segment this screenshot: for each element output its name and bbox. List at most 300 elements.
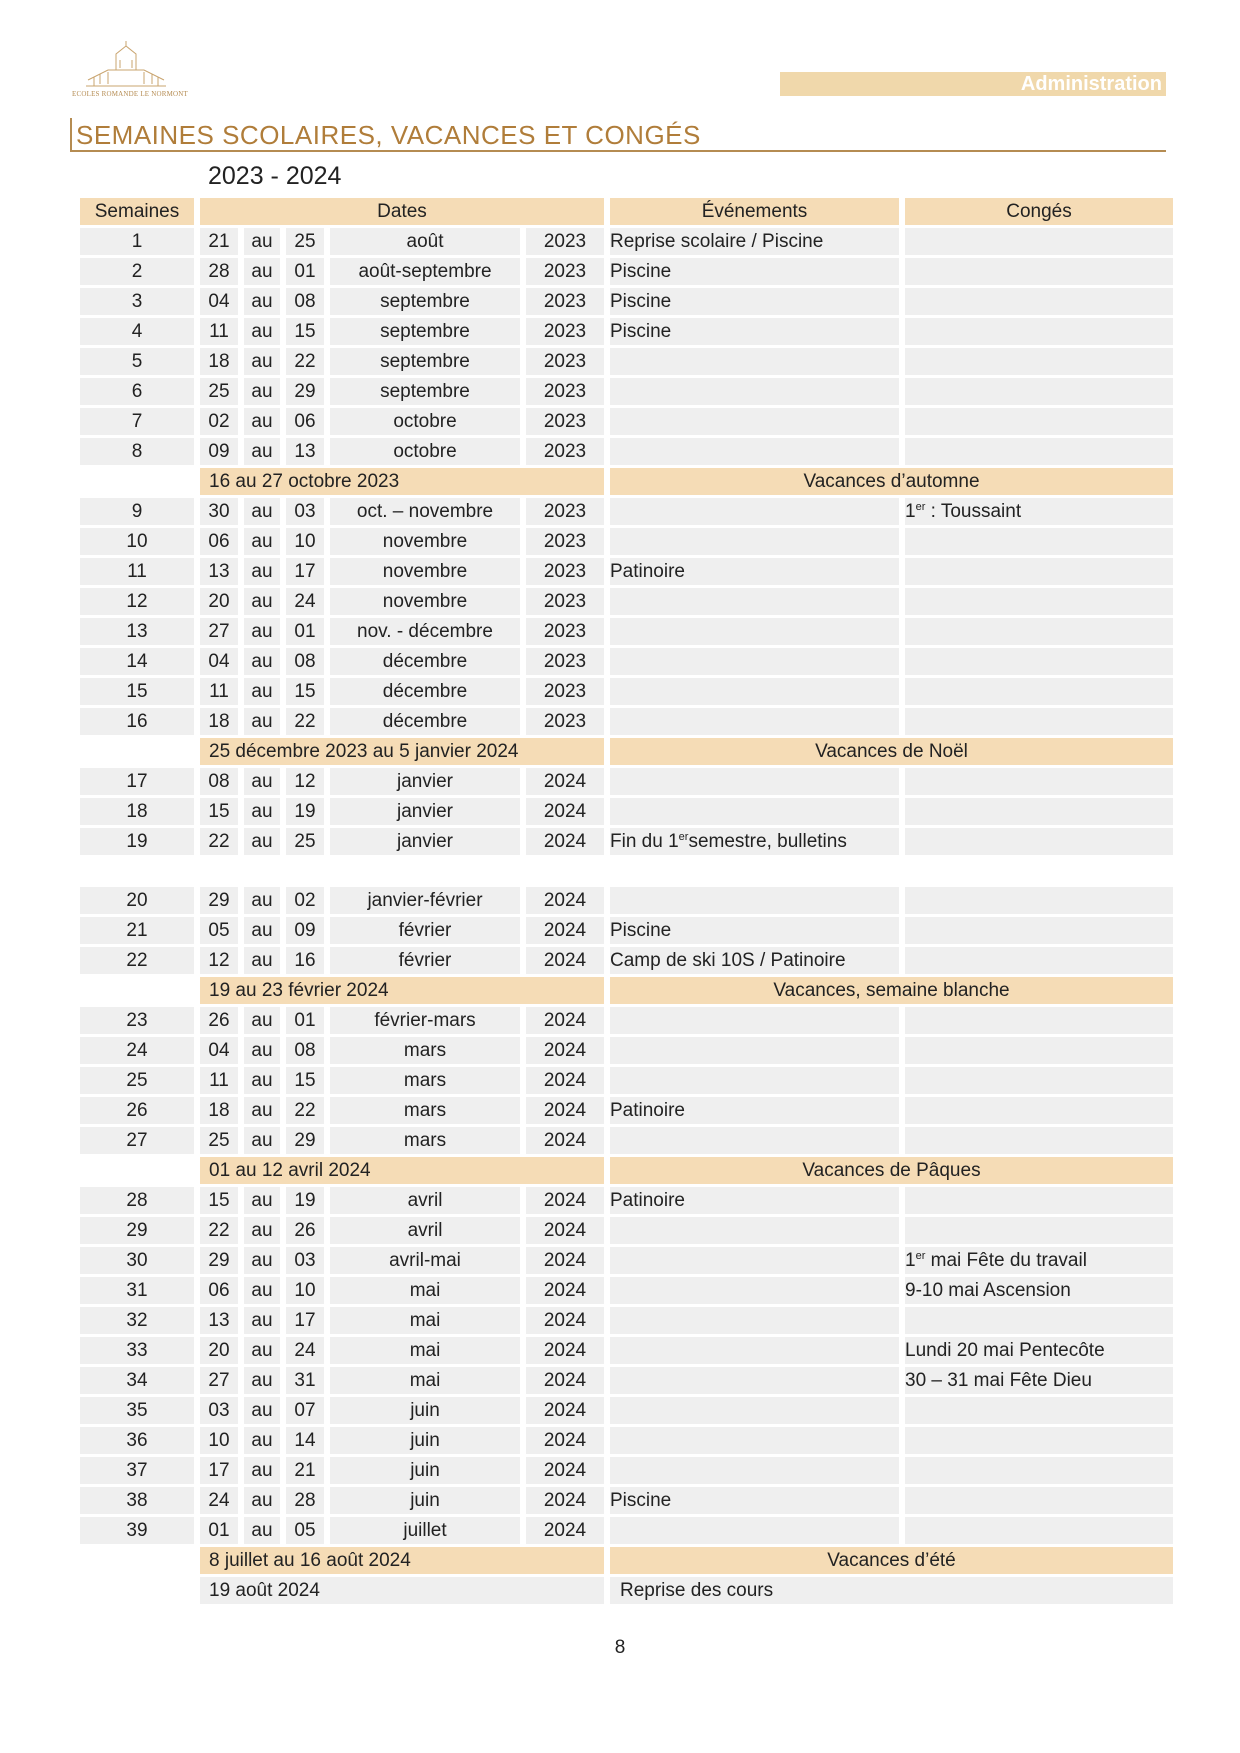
date-from: 28 xyxy=(200,258,238,285)
date-separator: au xyxy=(244,1217,280,1244)
date-month: nov. - décembre xyxy=(330,618,520,645)
leave-cell xyxy=(905,798,1173,825)
leave-cell-text: mai Fête du travail xyxy=(925,1250,1087,1271)
date-year: 2024 xyxy=(526,1397,604,1424)
event-cell xyxy=(610,708,899,735)
event-cell xyxy=(610,1457,899,1484)
date-from: 11 xyxy=(200,318,238,345)
table-row xyxy=(80,408,1173,435)
date-from: 25 xyxy=(200,378,238,405)
date-year: 2024 xyxy=(526,1127,604,1154)
week-number: 38 xyxy=(80,1487,194,1514)
leave-cell: 30 – 31 mai Fête Dieu xyxy=(905,1367,1173,1394)
date-separator: au xyxy=(244,378,280,405)
week-number: 21 xyxy=(80,917,194,944)
week-number: 6 xyxy=(80,378,194,405)
table-body xyxy=(80,228,1173,1604)
date-to: 22 xyxy=(286,1097,324,1124)
date-separator: au xyxy=(244,648,280,675)
date-from: 11 xyxy=(200,678,238,705)
event-cell xyxy=(610,648,899,675)
date-month: mars xyxy=(330,1097,520,1124)
date-separator: au xyxy=(244,798,280,825)
leave-cell xyxy=(905,378,1173,405)
week-number: 18 xyxy=(80,798,194,825)
week-number: 13 xyxy=(80,618,194,645)
date-from: 03 xyxy=(200,1397,238,1424)
leave-cell xyxy=(905,528,1173,555)
school-logo xyxy=(72,38,189,106)
date-month: novembre xyxy=(330,528,520,555)
date-to: 08 xyxy=(286,648,324,675)
table-row xyxy=(80,588,1173,615)
date-to: 06 xyxy=(286,408,324,435)
date-separator: au xyxy=(244,1097,280,1124)
date-year: 2024 xyxy=(526,1187,604,1214)
resume-date: 19 août 2024 xyxy=(200,1577,604,1604)
date-year: 2024 xyxy=(526,1097,604,1124)
week-number: 9 xyxy=(80,498,194,525)
table-row xyxy=(80,1067,1173,1094)
table-row xyxy=(80,1367,1173,1394)
leave-cell xyxy=(905,1487,1173,1514)
date-from: 20 xyxy=(200,1337,238,1364)
date-month: mars xyxy=(330,1127,520,1154)
leave-cell xyxy=(905,1307,1173,1334)
table-row xyxy=(80,1187,1173,1214)
leave-cell xyxy=(905,408,1173,435)
week-number: 14 xyxy=(80,648,194,675)
date-from: 11 xyxy=(200,1067,238,1094)
date-separator: au xyxy=(244,1277,280,1304)
date-month: janvier xyxy=(330,798,520,825)
week-number: 31 xyxy=(80,1277,194,1304)
week-number: 1 xyxy=(80,228,194,255)
event-cell xyxy=(610,1247,899,1274)
week-number: 36 xyxy=(80,1427,194,1454)
date-to: 13 xyxy=(286,438,324,465)
date-year: 2023 xyxy=(526,348,604,375)
week-number: 34 xyxy=(80,1367,194,1394)
date-month: janvier xyxy=(330,828,520,855)
date-year: 2023 xyxy=(526,438,604,465)
date-to: 10 xyxy=(286,528,324,555)
week-number: 2 xyxy=(80,258,194,285)
leave-cell xyxy=(905,917,1173,944)
event-cell xyxy=(610,1217,899,1244)
table-row xyxy=(80,1307,1173,1334)
event-cell xyxy=(610,887,899,914)
col-weeks: Semaines xyxy=(80,198,194,225)
event-cell xyxy=(610,378,899,405)
event-cell xyxy=(610,528,899,555)
date-year: 2024 xyxy=(526,917,604,944)
date-separator: au xyxy=(244,947,280,974)
date-from: 29 xyxy=(200,1247,238,1274)
school-name: ECOLES ROMANDE LE NORMONT xyxy=(72,90,189,98)
event-cell-prefix: Fin du 1 xyxy=(610,831,679,852)
leave-cell xyxy=(905,1037,1173,1064)
table-header xyxy=(80,198,1173,225)
date-separator: au xyxy=(244,528,280,555)
date-month: mars xyxy=(330,1037,520,1064)
table-row xyxy=(80,1427,1173,1454)
table-row xyxy=(80,318,1173,345)
date-year: 2024 xyxy=(526,1427,604,1454)
page-title: SEMAINES SCOLAIRES, VACANCES ET CONGÉS xyxy=(76,120,701,150)
date-from: 05 xyxy=(200,917,238,944)
week-number: 37 xyxy=(80,1457,194,1484)
date-year: 2023 xyxy=(526,618,604,645)
event-cell: Piscine xyxy=(610,917,899,944)
event-cell: Patinoire xyxy=(610,1187,899,1214)
week-number: 23 xyxy=(80,1007,194,1034)
date-to: 15 xyxy=(286,678,324,705)
date-separator: au xyxy=(244,258,280,285)
date-year: 2023 xyxy=(526,378,604,405)
event-cell xyxy=(610,798,899,825)
date-month: juin xyxy=(330,1487,520,1514)
date-year: 2024 xyxy=(526,1367,604,1394)
table-row xyxy=(80,1217,1173,1244)
leave-cell xyxy=(905,648,1173,675)
date-separator: au xyxy=(244,498,280,525)
date-month: juin xyxy=(330,1457,520,1484)
leave-cell xyxy=(905,318,1173,345)
event-cell xyxy=(610,1307,899,1334)
leave-cell xyxy=(905,1187,1173,1214)
date-separator: au xyxy=(244,678,280,705)
date-from: 12 xyxy=(200,947,238,974)
vacation-dates: 25 décembre 2023 au 5 janvier 2024 xyxy=(200,738,604,765)
date-to: 17 xyxy=(286,558,324,585)
week-number: 7 xyxy=(80,408,194,435)
date-from: 27 xyxy=(200,1367,238,1394)
date-month: mars xyxy=(330,1067,520,1094)
date-year: 2023 xyxy=(526,648,604,675)
table-row xyxy=(80,1097,1173,1124)
table-row xyxy=(80,528,1173,555)
leave-cell xyxy=(905,1397,1173,1424)
leave-cell xyxy=(905,1127,1173,1154)
table-row xyxy=(80,348,1173,375)
section-banner xyxy=(780,72,1166,96)
date-separator: au xyxy=(244,228,280,255)
event-cell: Patinoire xyxy=(610,1097,899,1124)
date-to: 03 xyxy=(286,1247,324,1274)
date-from: 25 xyxy=(200,1127,238,1154)
date-month: février-mars xyxy=(330,1007,520,1034)
date-separator: au xyxy=(244,1187,280,1214)
date-to: 08 xyxy=(286,1037,324,1064)
date-to: 17 xyxy=(286,1307,324,1334)
date-separator: au xyxy=(244,1397,280,1424)
week-number: 24 xyxy=(80,1037,194,1064)
date-month: novembre xyxy=(330,588,520,615)
date-to: 29 xyxy=(286,378,324,405)
date-to: 10 xyxy=(286,1277,324,1304)
table-row xyxy=(80,887,1173,914)
col-dates: Dates xyxy=(200,198,604,225)
date-separator: au xyxy=(244,1037,280,1064)
spacer-cell xyxy=(80,1577,194,1604)
table-row xyxy=(80,1397,1173,1424)
date-separator: au xyxy=(244,408,280,435)
leave-cell xyxy=(905,438,1173,465)
date-to: 12 xyxy=(286,768,324,795)
week-number: 22 xyxy=(80,947,194,974)
vacation-dates: 8 juillet au 16 août 2024 xyxy=(200,1547,604,1574)
vacation-dates: 16 au 27 octobre 2023 xyxy=(200,468,604,495)
event-cell xyxy=(610,768,899,795)
event-cell xyxy=(610,1037,899,1064)
date-month: novembre xyxy=(330,558,520,585)
leave-cell xyxy=(905,678,1173,705)
leave-cell xyxy=(905,288,1173,315)
vacation-row xyxy=(80,1547,1173,1574)
date-year: 2024 xyxy=(526,1217,604,1244)
date-to: 19 xyxy=(286,798,324,825)
date-month: décembre xyxy=(330,648,520,675)
date-year: 2024 xyxy=(526,1307,604,1334)
event-cell xyxy=(610,588,899,615)
leave-cell xyxy=(905,618,1173,645)
date-from: 18 xyxy=(200,708,238,735)
table-row xyxy=(80,1457,1173,1484)
table-row xyxy=(80,618,1173,645)
date-from: 29 xyxy=(200,887,238,914)
vacation-name: Vacances d’été xyxy=(610,1547,1173,1574)
col-events: Événements xyxy=(610,198,899,225)
date-from: 26 xyxy=(200,1007,238,1034)
leave-cell xyxy=(905,887,1173,914)
table-row xyxy=(80,288,1173,315)
date-from: 04 xyxy=(200,288,238,315)
leave-cell xyxy=(905,1457,1173,1484)
leave-cell xyxy=(905,828,1173,855)
date-year: 2023 xyxy=(526,558,604,585)
date-to: 16 xyxy=(286,947,324,974)
event-cell xyxy=(610,498,899,525)
date-month: avril xyxy=(330,1217,520,1244)
date-separator: au xyxy=(244,588,280,615)
date-month: août xyxy=(330,228,520,255)
date-year: 2024 xyxy=(526,1277,604,1304)
table-row xyxy=(80,498,1173,525)
date-from: 22 xyxy=(200,828,238,855)
leave-cell: 9-10 mai Ascension xyxy=(905,1277,1173,1304)
vacation-name: Vacances de Noël xyxy=(610,738,1173,765)
date-from: 27 xyxy=(200,618,238,645)
date-separator: au xyxy=(244,288,280,315)
leave-cell xyxy=(905,768,1173,795)
resume-event: Reprise des cours xyxy=(610,1577,1173,1604)
leave-cell-prefix: 1 xyxy=(905,501,916,522)
leave-cell xyxy=(905,258,1173,285)
leave-cell xyxy=(905,588,1173,615)
col-leave: Congés xyxy=(905,198,1173,225)
date-month: juillet xyxy=(330,1517,520,1544)
event-cell xyxy=(610,1427,899,1454)
date-year: 2023 xyxy=(526,528,604,555)
date-from: 04 xyxy=(200,648,238,675)
week-number: 8 xyxy=(80,438,194,465)
date-separator: au xyxy=(244,708,280,735)
event-cell xyxy=(610,678,899,705)
date-to: 21 xyxy=(286,1457,324,1484)
school-year: 2023 - 2024 xyxy=(208,162,342,190)
event-cell xyxy=(610,1397,899,1424)
date-month: octobre xyxy=(330,408,520,435)
date-from: 18 xyxy=(200,348,238,375)
date-separator: au xyxy=(244,348,280,375)
event-cell xyxy=(610,1517,899,1544)
calendar-table xyxy=(74,195,1179,1607)
week-number: 4 xyxy=(80,318,194,345)
date-separator: au xyxy=(244,1127,280,1154)
event-cell-text: semestre, bulletins xyxy=(688,831,847,852)
table-row xyxy=(80,1277,1173,1304)
week-number: 3 xyxy=(80,288,194,315)
table-row xyxy=(80,947,1173,974)
date-to: 25 xyxy=(286,228,324,255)
week-number: 25 xyxy=(80,1067,194,1094)
spacer-cell xyxy=(80,468,194,495)
table-row xyxy=(80,1037,1173,1064)
leave-cell-prefix: 1 xyxy=(905,1250,916,1271)
date-separator: au xyxy=(244,1487,280,1514)
date-year: 2024 xyxy=(526,798,604,825)
date-to: 05 xyxy=(286,1517,324,1544)
vacation-name: Vacances d’automne xyxy=(610,468,1173,495)
table-row xyxy=(80,1337,1173,1364)
date-from: 20 xyxy=(200,588,238,615)
table-row xyxy=(80,258,1173,285)
week-number: 12 xyxy=(80,588,194,615)
week-number: 5 xyxy=(80,348,194,375)
date-from: 13 xyxy=(200,558,238,585)
event-cell: Camp de ski 10S / Patinoire xyxy=(610,947,899,974)
section-label: Administration xyxy=(1020,73,1162,95)
event-cell: Patinoire xyxy=(610,558,899,585)
date-year: 2023 xyxy=(526,228,604,255)
week-number: 39 xyxy=(80,1517,194,1544)
vacation-dates: 01 au 12 avril 2024 xyxy=(200,1157,604,1184)
date-to: 03 xyxy=(286,498,324,525)
leave-cell-text: : Toussaint xyxy=(925,501,1022,522)
date-to: 31 xyxy=(286,1367,324,1394)
vacation-row xyxy=(80,1157,1173,1184)
week-number: 16 xyxy=(80,708,194,735)
date-year: 2023 xyxy=(526,588,604,615)
date-year: 2024 xyxy=(526,1457,604,1484)
date-from: 01 xyxy=(200,1517,238,1544)
table-row xyxy=(80,708,1173,735)
date-separator: au xyxy=(244,1007,280,1034)
date-from: 15 xyxy=(200,798,238,825)
leave-cell xyxy=(905,558,1173,585)
leave-cell xyxy=(905,498,1173,525)
week-number: 28 xyxy=(80,1187,194,1214)
date-to: 15 xyxy=(286,1067,324,1094)
date-year: 2023 xyxy=(526,708,604,735)
date-year: 2023 xyxy=(526,258,604,285)
date-to: 25 xyxy=(286,828,324,855)
date-separator: au xyxy=(244,1247,280,1274)
date-year: 2024 xyxy=(526,887,604,914)
week-number: 35 xyxy=(80,1397,194,1424)
table-row xyxy=(80,378,1173,405)
spacer-cell xyxy=(80,1157,194,1184)
date-from: 13 xyxy=(200,1307,238,1334)
date-month: octobre xyxy=(330,438,520,465)
resume-row xyxy=(80,1577,1173,1604)
date-from: 22 xyxy=(200,1217,238,1244)
date-year: 2024 xyxy=(526,1337,604,1364)
date-from: 30 xyxy=(200,498,238,525)
date-separator: au xyxy=(244,618,280,645)
leave-cell xyxy=(905,1217,1173,1244)
date-from: 17 xyxy=(200,1457,238,1484)
leave-cell xyxy=(905,1247,1173,1274)
vacation-name: Vacances, semaine blanche xyxy=(610,977,1173,1004)
week-number: 33 xyxy=(80,1337,194,1364)
leave-cell xyxy=(905,228,1173,255)
date-separator: au xyxy=(244,558,280,585)
leave-cell xyxy=(905,1067,1173,1094)
date-month: décembre xyxy=(330,678,520,705)
date-separator: au xyxy=(244,768,280,795)
date-year: 2024 xyxy=(526,1517,604,1544)
table-row xyxy=(80,1517,1173,1544)
vacation-row xyxy=(80,977,1173,1004)
table-row xyxy=(80,558,1173,585)
leave-cell xyxy=(905,947,1173,974)
leave-cell xyxy=(905,1517,1173,1544)
event-cell xyxy=(610,828,899,855)
event-cell xyxy=(610,618,899,645)
table-row xyxy=(80,438,1173,465)
date-month: avril-mai xyxy=(330,1247,520,1274)
date-year: 2023 xyxy=(526,288,604,315)
date-separator: au xyxy=(244,1427,280,1454)
event-cell xyxy=(610,438,899,465)
table-row xyxy=(80,917,1173,944)
table-row xyxy=(80,678,1173,705)
date-separator: au xyxy=(244,887,280,914)
leave-cell xyxy=(905,1427,1173,1454)
event-cell: Piscine xyxy=(610,1487,899,1514)
date-separator: au xyxy=(244,1307,280,1334)
date-year: 2024 xyxy=(526,1247,604,1274)
week-number: 19 xyxy=(80,828,194,855)
leave-cell xyxy=(905,708,1173,735)
date-from: 10 xyxy=(200,1427,238,1454)
week-number: 27 xyxy=(80,1127,194,1154)
date-month: mai xyxy=(330,1277,520,1304)
date-month: septembre xyxy=(330,288,520,315)
date-to: 02 xyxy=(286,887,324,914)
date-month: mai xyxy=(330,1337,520,1364)
date-to: 24 xyxy=(286,1337,324,1364)
date-year: 2024 xyxy=(526,828,604,855)
date-month: septembre xyxy=(330,348,520,375)
page-number: 8 xyxy=(614,1637,626,1658)
date-month: janvier-février xyxy=(330,887,520,914)
date-to: 26 xyxy=(286,1217,324,1244)
table-row xyxy=(80,798,1173,825)
leave-cell-superscript: er xyxy=(915,501,926,513)
